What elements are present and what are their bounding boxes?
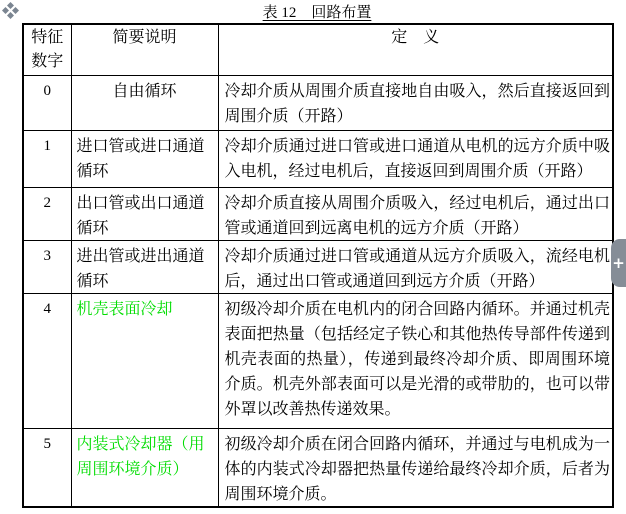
cell-brief: 进出管或进出通道循环 <box>71 240 218 293</box>
cell-definition: 冷却介质从周围介质直接地自由吸入，然后直接返回到周围介质（开路） <box>218 75 613 130</box>
cell-brief: 自由循环 <box>71 75 218 130</box>
cell-brief: 进口管或进口通道循环 <box>71 130 218 187</box>
cell-digit: 4 <box>23 293 71 428</box>
table-row <box>23 187 613 240</box>
table-row <box>23 240 613 293</box>
cell-definition: 初级冷却介质在闭合回路内循环，并通过与电机成为一体的内装式冷却器把热量传递给最终冷却介质，后者为周围环境介质。 <box>218 428 613 507</box>
cell-digit: 2 <box>23 187 71 240</box>
circuit-arrangement-table <box>22 23 614 508</box>
cell-definition: 冷却介质通过进口管或进口通道从电机的远方介质中吸入电机，经过电机后，直接返回到周围介质（开路） <box>218 130 613 187</box>
table-caption: 表 12 回路布置 <box>262 5 372 21</box>
cell-digit: 1 <box>23 130 71 187</box>
table-move-handle[interactable] <box>2 2 19 19</box>
expand-tab-button[interactable] <box>611 239 626 287</box>
cell-digit: 0 <box>23 75 71 130</box>
table-row <box>23 130 613 187</box>
header-row <box>23 24 613 75</box>
plus-icon: + <box>612 253 625 272</box>
cell-brief: 出口管或出口通道循环 <box>71 187 218 240</box>
col-header-brief: 简要说明 <box>71 24 218 75</box>
cell-digit: 5 <box>23 428 71 507</box>
cell-definition: 冷却介质通过进口管或通道从远方介质吸入，流经电机后，通过出口管或通道回到远方介质（开路） <box>218 240 613 293</box>
cell-digit: 3 <box>23 240 71 293</box>
cell-definition: 冷却介质直接从周围介质吸入，经过电机后，通过出口管或通道回到远离电机的远方介质（开路） <box>218 187 613 240</box>
move-handle-icon <box>2 2 19 19</box>
col-header-definition: 定 义 <box>218 24 613 75</box>
header-digit-line2: 数字 <box>31 51 64 70</box>
table-row <box>23 428 613 507</box>
cell-brief-highlighted: 机壳表面冷却 <box>71 293 218 428</box>
page-title <box>22 1 612 22</box>
table-row <box>23 75 613 130</box>
col-header-digit <box>23 24 71 75</box>
cell-brief-highlighted: 内装式冷却器（用周围环境介质） <box>71 428 218 507</box>
table-row <box>23 293 613 428</box>
header-digit-line1: 特征 <box>31 27 64 46</box>
cell-definition: 初级冷却介质在电机内的闭合回路内循环。并通过机壳表面把热量（包括经定子铁心和其他热传导部件传递到机壳表面的热量），传递到最终冷却介质、即周围环境介质。机壳外部表面可以是光滑的或带肋的，也可以带外罩以改善热传递效果。 <box>218 293 613 428</box>
